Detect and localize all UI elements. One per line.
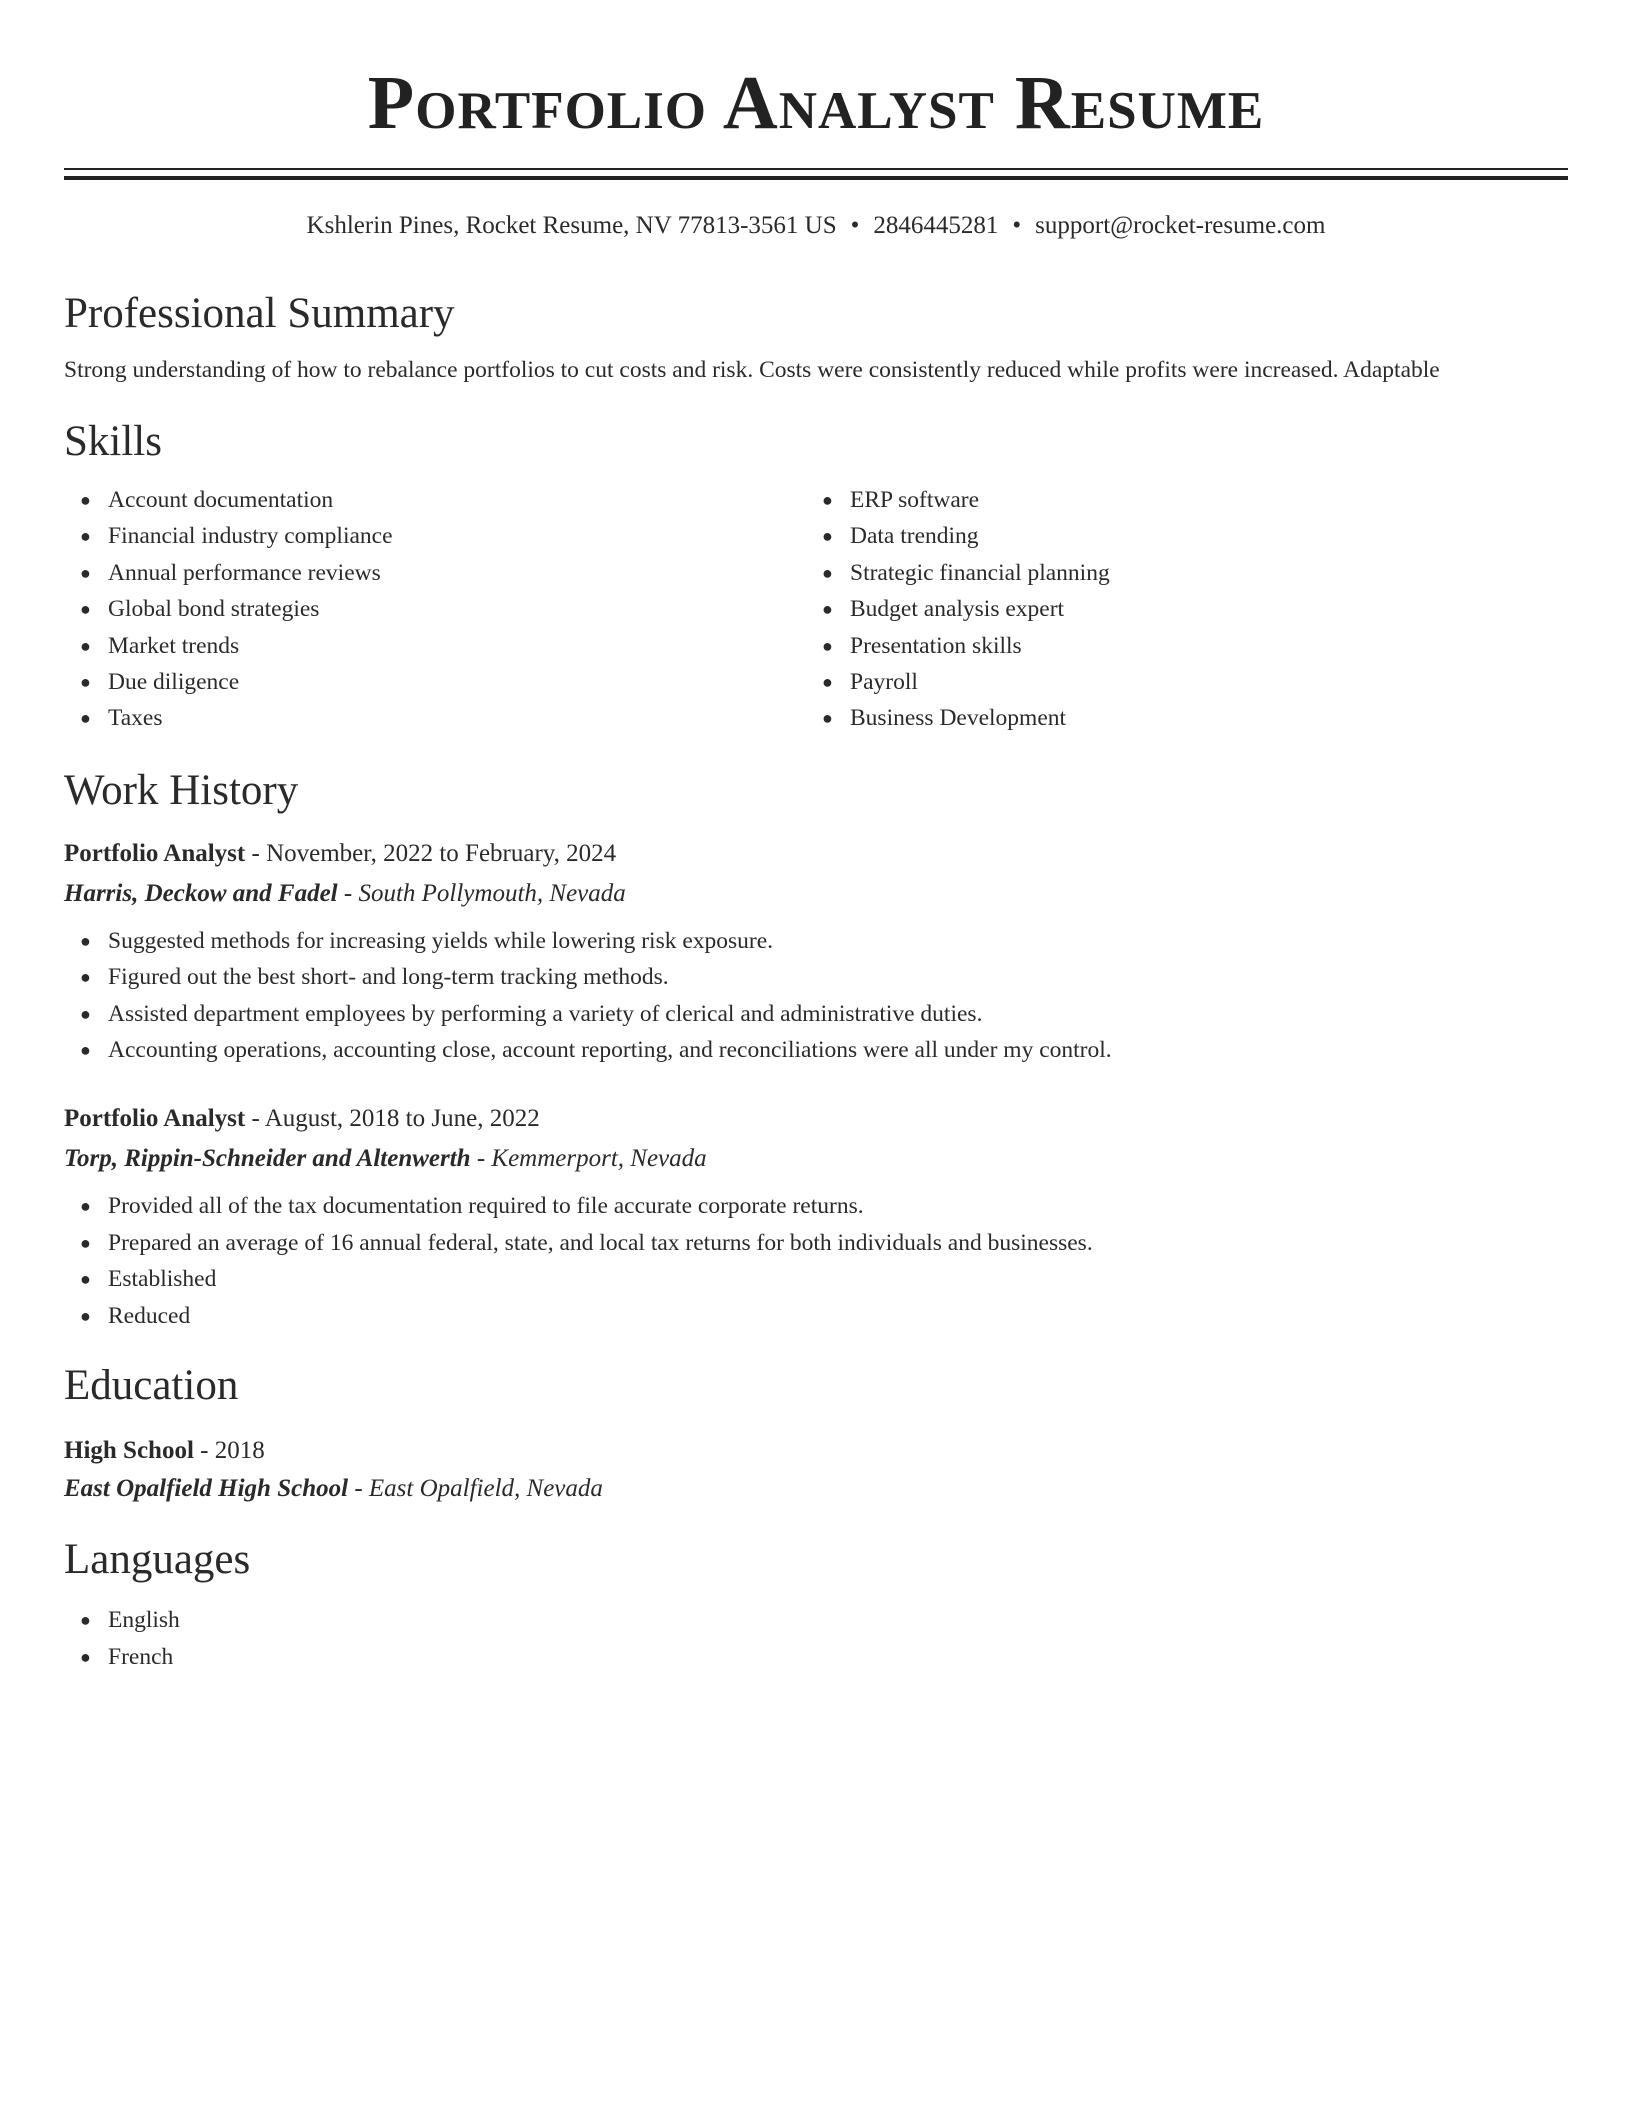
skills-grid (64, 482, 1568, 737)
summary-text: Strong understanding of how to rebalance portfolios to cut costs and risk. Costs were consistently reduced while profits were increased. Adaptable (64, 357, 1440, 383)
job-title: Portfolio Analyst (64, 839, 246, 867)
job-bullet (80, 1298, 1568, 1334)
bullet-icon: ● (80, 635, 91, 656)
skill-item (80, 700, 806, 736)
language-item (80, 1602, 1568, 1638)
bullet-icon: ● (822, 635, 833, 656)
bullet-icon: ● (80, 672, 91, 693)
job-bullet (80, 1261, 1568, 1297)
job-bullet (80, 923, 1568, 959)
title-rule-thin (64, 168, 1568, 170)
skill-label: Business Development (850, 705, 1067, 732)
bullet-icon: ● (822, 526, 833, 547)
contact-separator: • (850, 212, 860, 239)
bullet-icon: ● (80, 1232, 91, 1253)
job-company: Harris, Deckow and Fadel (64, 879, 338, 907)
skill-item (80, 518, 806, 554)
work-history-heading: Work History (64, 766, 299, 814)
skill-label: Strategic financial planning (850, 559, 1110, 586)
skill-item (822, 482, 1548, 518)
resume-title: Portfolio Analyst Resume (367, 61, 1265, 145)
skill-label: Payroll (850, 669, 918, 696)
job-bullet-text: Accounting operations, accounting close, account reporting, and reconciliations were all under my control. (108, 1037, 1112, 1064)
job-company-line (64, 877, 1568, 911)
skill-label: Presentation skills (850, 632, 1022, 659)
bullet-icon: ● (80, 1003, 91, 1024)
bullet-icon: ● (822, 490, 833, 510)
skills-list-left (64, 482, 806, 737)
skill-label: ERP software (850, 487, 980, 513)
bullet-icon: ● (80, 1610, 91, 1631)
education-school-line (64, 1472, 1568, 1506)
bullet-icon: ● (80, 490, 91, 510)
job-bullet (80, 1032, 1568, 1068)
contact-phone: 2846445281 (873, 212, 999, 239)
job-entry (64, 837, 1568, 1069)
job-bullet-text: Provided all of the tax documentation required to file accurate corporate returns. (108, 1193, 864, 1220)
job-title: Portfolio Analyst (64, 1105, 246, 1133)
education-school: East Opalfield High School (64, 1475, 349, 1503)
skill-item (822, 518, 1548, 554)
summary-heading: Professional Summary (64, 290, 455, 337)
bullet-icon: ● (80, 1196, 91, 1217)
skill-item (822, 700, 1548, 736)
languages-heading: Languages (64, 1536, 251, 1584)
skill-item (822, 591, 1548, 627)
job-entry (64, 1102, 1568, 1334)
job-bullet-text: Suggested methods for increasing yields while lowering risk exposure. (108, 927, 774, 954)
bullet-icon: ● (80, 562, 91, 583)
job-bullet (80, 1225, 1568, 1261)
job-bullet-list (64, 1188, 1568, 1334)
skill-item (822, 664, 1548, 700)
bullet-icon: ● (80, 1269, 91, 1290)
bullet-icon: ● (80, 1040, 91, 1061)
skill-item (80, 555, 806, 591)
skill-label: Budget analysis expert (850, 596, 1065, 623)
language-label: English (108, 1607, 180, 1634)
skill-item (80, 664, 806, 700)
job-bullet-text: Established (108, 1266, 217, 1293)
skill-label: Global bond strategies (108, 596, 320, 623)
bullet-icon: ● (80, 526, 91, 547)
skill-label: Data trending (850, 523, 979, 550)
bullet-icon: ● (822, 672, 833, 693)
skill-label: Market trends (108, 632, 240, 659)
skills-list-right (806, 482, 1548, 737)
job-location: - South Pollymouth, Nevada (337, 879, 626, 907)
job-bullet-text: Assisted department employees by performing a variety of clerical and administrative duties. (108, 1000, 983, 1027)
job-bullet (80, 1188, 1568, 1224)
skill-label: Financial industry compliance (108, 523, 393, 550)
contact-address: Kshlerin Pines, Rocket Resume, NV 77813-3561 US (306, 212, 837, 239)
job-bullet-list (64, 923, 1568, 1069)
languages-list (64, 1602, 1568, 1675)
skill-label: Due diligence (108, 669, 240, 696)
bullet-icon: ● (822, 562, 833, 583)
bullet-icon: ● (822, 599, 833, 620)
bullet-icon: ● (80, 599, 91, 620)
skills-heading: Skills (64, 418, 162, 465)
bullet-icon: ● (80, 930, 91, 951)
contact-separator: • (1012, 212, 1022, 239)
skill-label: Taxes (108, 705, 163, 732)
job-bullet (80, 996, 1568, 1032)
job-title-line (64, 1102, 1568, 1136)
skill-item (80, 482, 806, 518)
language-label: French (108, 1643, 174, 1670)
skill-item (80, 591, 806, 627)
job-bullet-text: Reduced (108, 1302, 191, 1329)
skill-item (80, 628, 806, 664)
education-heading: Education (64, 1362, 239, 1410)
education-year: - 2018 (193, 1437, 265, 1465)
skills-column-right (806, 482, 1548, 737)
job-company-line (64, 1142, 1568, 1176)
bullet-icon: ● (80, 967, 91, 988)
job-title-line (64, 837, 1568, 871)
contact-line (64, 210, 1568, 242)
skill-label: Account documentation (108, 487, 334, 513)
job-location: - Kemmerport, Nevada (470, 1145, 707, 1173)
bullet-icon: ● (80, 1305, 91, 1326)
skills-column-left (64, 482, 806, 737)
job-dates: - August, 2018 to June, 2022 (245, 1105, 540, 1133)
job-bullet (80, 959, 1568, 995)
skill-item (822, 555, 1548, 591)
job-company: Torp, Rippin-Schneider and Altenwerth (64, 1145, 471, 1173)
language-item (80, 1639, 1568, 1675)
title-rule-thick (64, 176, 1568, 180)
education-degree: High School (64, 1437, 194, 1465)
bullet-icon: ● (80, 708, 91, 729)
bullet-icon: ● (80, 1646, 91, 1667)
skill-label: Annual performance reviews (108, 559, 381, 586)
skill-item (822, 628, 1548, 664)
education-location: - East Opalfield, Nevada (348, 1475, 603, 1503)
education-degree-line (64, 1434, 1568, 1468)
contact-email: support@rocket-resume.com (1035, 212, 1326, 239)
job-bullet-text: Figured out the best short- and long-term tracking methods. (108, 964, 669, 991)
job-dates: - November, 2022 to February, 2024 (245, 839, 617, 867)
bullet-icon: ● (822, 708, 833, 729)
job-bullet-text: Prepared an average of 16 annual federal, state, and local tax returns for both individuals and businesses. (108, 1229, 1093, 1256)
